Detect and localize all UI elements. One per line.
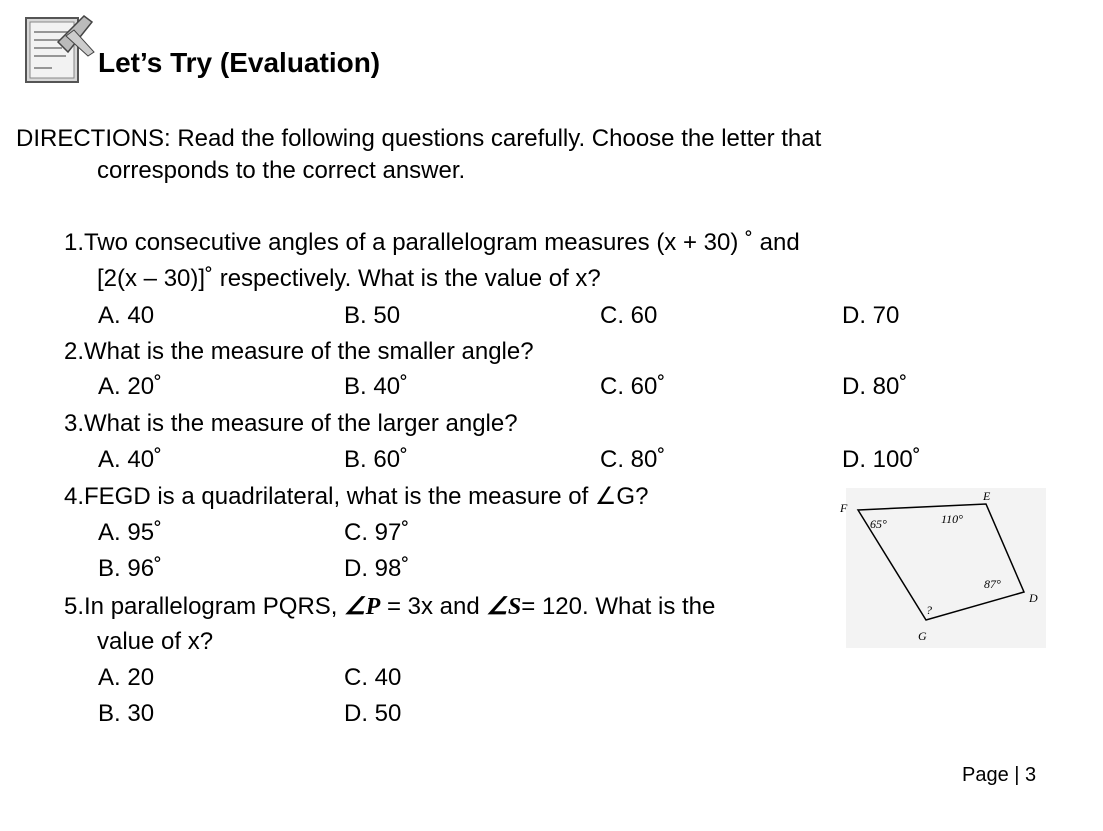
vertex-d-label: D bbox=[1029, 591, 1038, 605]
vertex-f-label: F bbox=[840, 501, 848, 515]
angle-d-label: 87° bbox=[984, 577, 1001, 591]
question-5-option-b[interactable]: B. 30 bbox=[98, 700, 155, 727]
question-5-option-c[interactable]: C. 40 bbox=[344, 664, 402, 691]
question-3-option-b[interactable]: B. 60˚ bbox=[344, 446, 409, 473]
page-number: Page | 3 bbox=[962, 764, 1037, 786]
question-3-option-a[interactable]: A. 40˚ bbox=[98, 446, 163, 473]
question-2-option-c[interactable]: C. 60˚ bbox=[600, 373, 666, 400]
question-1-line-1: 1.Two consecutive angles of a parallelogram measures (x + 30) ˚ and bbox=[64, 229, 800, 256]
question-2-option-b[interactable]: B. 40˚ bbox=[344, 373, 409, 400]
directions-line-2: corresponds to the correct answer. bbox=[97, 157, 466, 184]
question-3-text: 3.What is the measure of the larger angle? bbox=[64, 410, 518, 437]
question-5-line-1 bbox=[64, 592, 715, 621]
question-5-option-a[interactable]: A. 20 bbox=[98, 664, 155, 691]
vertex-g-label: G bbox=[918, 629, 927, 643]
clipboard-checklist-icon bbox=[22, 12, 96, 84]
question-4-option-b[interactable]: B. 96˚ bbox=[98, 555, 163, 582]
question-5-option-d[interactable]: D. 50 bbox=[344, 700, 402, 727]
question-2-text: 2.What is the measure of the smaller angle? bbox=[64, 338, 534, 365]
angle-s-symbol: ∠S bbox=[486, 594, 522, 620]
question-4-option-a[interactable]: A. 95˚ bbox=[98, 519, 163, 546]
question-1-option-b[interactable]: B. 50 bbox=[344, 302, 401, 329]
angle-f-label: 65° bbox=[870, 517, 887, 531]
question-1-option-a[interactable]: A. 40 bbox=[98, 302, 155, 329]
vertex-e-label: E bbox=[983, 489, 991, 503]
question-4-text: 4.FEGD is a quadrilateral, what is the measure of ∠G? bbox=[64, 483, 649, 510]
question-3-option-d[interactable]: D. 100˚ bbox=[842, 446, 921, 473]
question-5-text-e: = 120. What is the bbox=[521, 593, 716, 620]
question-3-option-c[interactable]: C. 80˚ bbox=[600, 446, 666, 473]
question-4-option-c[interactable]: C. 97˚ bbox=[344, 519, 410, 546]
question-5-line-2: value of x? bbox=[97, 628, 214, 655]
page-title: Let’s Try (Evaluation) bbox=[98, 47, 381, 78]
question-1-option-d[interactable]: D. 70 bbox=[842, 302, 900, 329]
question-5-text-c: = 3x and bbox=[380, 593, 487, 620]
angle-p-symbol: ∠P bbox=[344, 594, 381, 620]
question-1-line-2: [2(x – 30)]˚ respectively. What is the value of x? bbox=[97, 265, 601, 292]
question-1-option-c[interactable]: C. 60 bbox=[600, 302, 658, 329]
question-4-option-d[interactable]: D. 98˚ bbox=[344, 555, 410, 582]
quadrilateral-figure bbox=[836, 488, 1048, 648]
angle-e-label: 110° bbox=[941, 512, 963, 526]
question-2-option-d[interactable]: D. 80˚ bbox=[842, 373, 908, 400]
question-5-text-a: 5.In parallelogram PQRS, bbox=[64, 593, 345, 620]
angle-g-label: ? bbox=[926, 603, 932, 617]
question-2-option-a[interactable]: A. 20˚ bbox=[98, 373, 163, 400]
directions-line-1: DIRECTIONS: Read the following questions carefully. Choose the letter that bbox=[16, 125, 822, 152]
